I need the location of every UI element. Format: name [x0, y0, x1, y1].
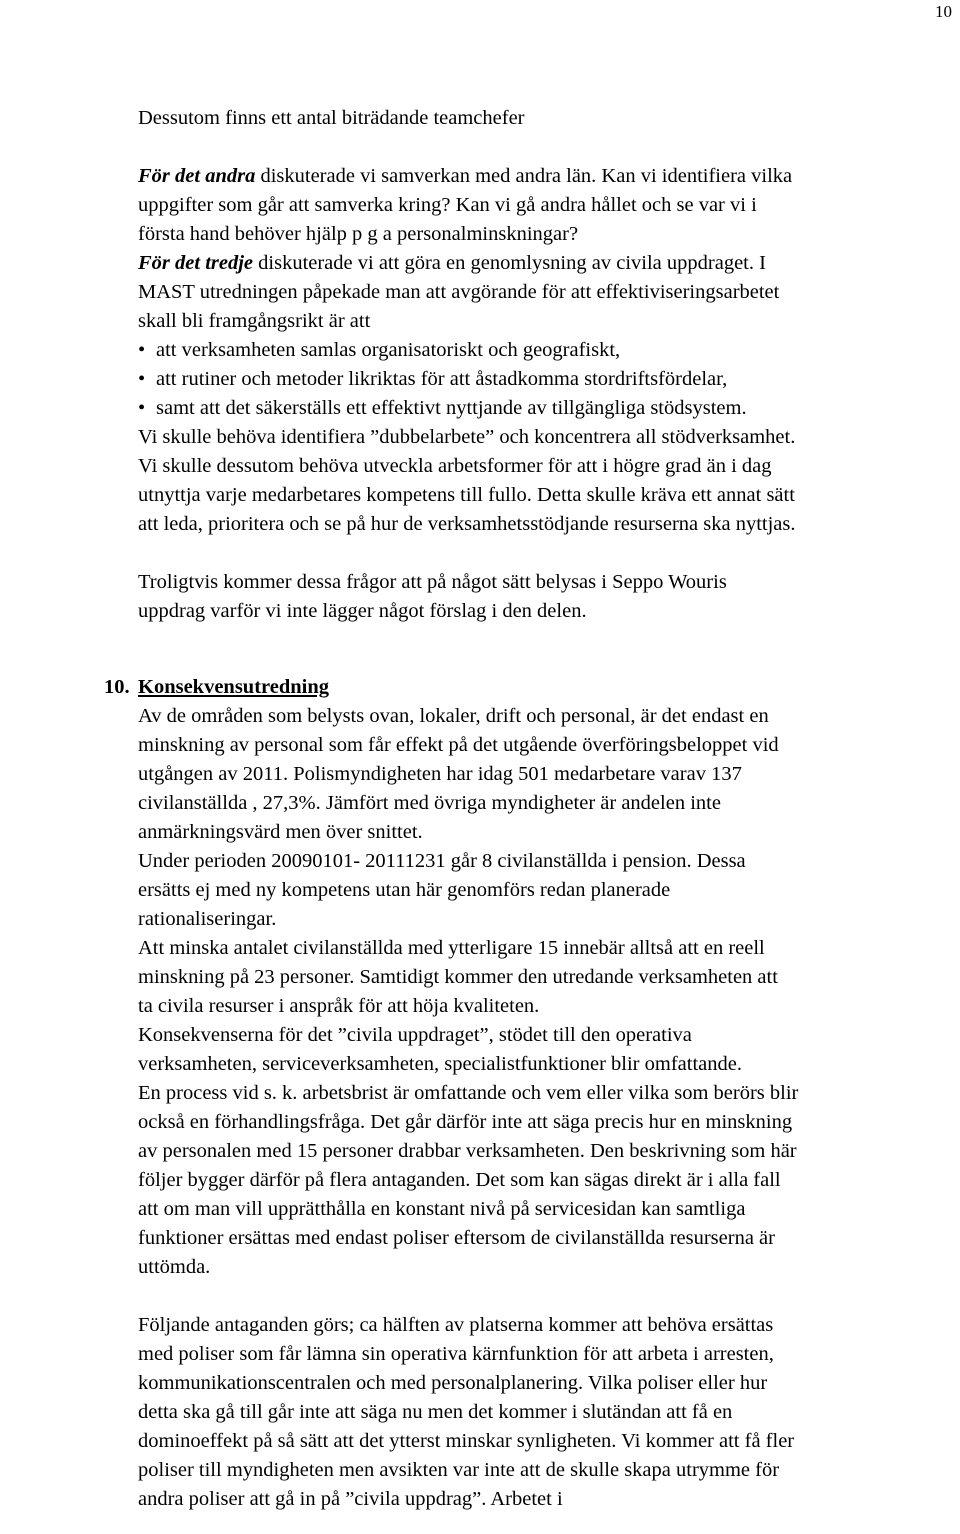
- text-line: följer bygger därför på flera antaganden. Det som kan sägas direkt är i alla fall: [138, 1169, 781, 1191]
- text-span: diskuterade vi att göra en genomlysning av civila uppdraget. I: [253, 252, 766, 274]
- bullet-text: att verksamheten samlas organisatoriskt och geografiskt,: [156, 339, 621, 361]
- text-line: med poliser som får lämna sin operativa kärnfunktion för att arbeta i arresten,: [138, 1343, 774, 1365]
- text-line: utnyttja varje medarbetares kompetens till fullo. Detta skulle kräva ett annat sätt: [138, 484, 795, 506]
- section-number: 10.: [104, 676, 130, 698]
- bullet-icon: •: [138, 368, 146, 390]
- text-line: anmärkningsvärd men över snittet.: [138, 821, 423, 843]
- text-line: uttömda.: [138, 1256, 211, 1278]
- text-line: Vi skulle behöva identifiera ”dubbelarbete” och koncentrera all stödverksamhet.: [138, 426, 796, 448]
- bullet-text: samt att det säkerställs ett effektivt nyttjande av tillgängliga stödsystem.: [156, 397, 747, 419]
- bullet-item: [138, 336, 938, 365]
- text-line: ersätts ej med ny kompetens utan här genomförs redan planerade: [138, 879, 671, 901]
- text-line: uppgifter som går att samverka kring? Kan vi gå andra hållet och se var vi i: [138, 194, 757, 216]
- section-title: Konsekvensutredning: [138, 676, 330, 698]
- paragraph-gap: [138, 626, 938, 655]
- text-line: rationaliseringar.: [138, 908, 277, 930]
- page-number: 10: [935, 2, 952, 21]
- text-line: första hand behöver hjälp p g a personalminskningar?: [138, 223, 579, 245]
- text-line: civilanställda , 27,3%. Jämfört med övriga myndigheter är andelen inte: [138, 792, 721, 814]
- text-line: Följande antaganden görs; ca hälften av platserna kommer att behöva ersättas: [138, 1314, 774, 1336]
- text-line: Av de områden som belysts ovan, lokaler, drift och personal, är det endast en: [138, 705, 769, 727]
- text-line: minskning på 23 personer. Samtidigt kommer den utredande verksamheten att: [138, 966, 778, 988]
- text-line: poliser till myndigheten men avsikten var inte att de skulle skapa utrymme för: [138, 1459, 780, 1481]
- bullet-text: att rutiner och metoder likriktas för att åstadkomma stordriftsfördelar,: [156, 368, 728, 390]
- bullet-icon: •: [138, 339, 146, 361]
- third-point-line: [138, 249, 938, 278]
- text-line: MAST utredningen påpekade man att avgörande för att effektiviseringsarbetet: [138, 281, 780, 303]
- text-line: ta civila resurser i anspråk för att höja kvaliteten.: [138, 995, 540, 1017]
- text-line: av personalen med 15 personer drabbar verksamheten. Den beskrivning som här: [138, 1140, 797, 1162]
- text-line: Troligtvis kommer dessa frågor att på något sätt belysas i Seppo Wouris: [138, 571, 727, 593]
- text-line: Under perioden 20090101- 20111231 går 8 civilanställda i pension. Dessa: [138, 850, 746, 872]
- third-point-lead: För det tredje: [138, 252, 254, 274]
- text-line: uppdrag varför vi inte lägger något förslag i den delen.: [138, 600, 587, 622]
- text-line: dominoeffekt på så sätt att det ytterst minskar synligheten. Vi kommer att få fler: [138, 1430, 795, 1452]
- text-line: skall bli framgångsrikt är att: [138, 310, 371, 332]
- text-line: också en förhandlingsfråga. Det går därför inte att säga precis hur en minskning: [138, 1111, 793, 1133]
- text-line: andra poliser att gå in på ”civila uppdrag”. Arbetet i: [138, 1488, 563, 1510]
- paragraph-gap: [138, 133, 938, 162]
- text-line: Att minska antalet civilanställda med ytterligare 15 innebär alltså att en reell: [138, 937, 765, 959]
- section-heading: [104, 673, 938, 702]
- text-line: Konsekvenserna för det ”civila uppdraget”, stödet till den operativa: [138, 1024, 692, 1046]
- text-span: diskuterade vi samverkan med andra län. Kan vi identifiera vilka: [255, 165, 793, 187]
- text-line: En process vid s. k. arbetsbrist är omfattande och vem eller vilka som berörs blir: [138, 1082, 799, 1104]
- text-line: verksamheten, serviceverksamheten, specialistfunktioner blir omfattande.: [138, 1053, 742, 1075]
- bullet-icon: •: [138, 397, 146, 419]
- text-line: funktioner ersättas med endast poliser eftersom de civilanställda resurserna är: [138, 1227, 775, 1249]
- text-line: Vi skulle dessutom behöva utveckla arbetsformer för att i högre grad än i dag: [138, 455, 772, 477]
- paragraph-gap: [138, 539, 938, 568]
- text-line: att om man vill upprätthålla en konstant nivå på servicesidan kan samtliga: [138, 1198, 746, 1220]
- intro-paragraph: Dessutom finns ett antal biträdande teamchefer: [138, 107, 525, 129]
- text-line: detta ska gå till går inte att säga nu men det kommer i slutändan att få en: [138, 1401, 733, 1423]
- document-body: [104, 104, 938, 1514]
- text-line: minskning av personal som får effekt på det utgående överföringsbeloppet vid: [138, 734, 779, 756]
- second-point-lead: För det andra: [138, 165, 256, 187]
- paragraph-gap: [138, 1282, 938, 1311]
- second-point-line: [138, 162, 938, 191]
- text-line: att leda, prioritera och se på hur de verksamhetsstödjande resurserna ska nyttjas.: [138, 513, 796, 535]
- text-line: kommunikationscentralen och med personalplanering. Vilka poliser eller hur: [138, 1372, 768, 1394]
- bullet-item: [138, 365, 938, 394]
- bullet-item: [138, 394, 938, 423]
- text-line: utgången av 2011. Polismyndigheten har idag 501 medarbetare varav 137: [138, 763, 742, 785]
- paragraph-gap: [138, 655, 938, 673]
